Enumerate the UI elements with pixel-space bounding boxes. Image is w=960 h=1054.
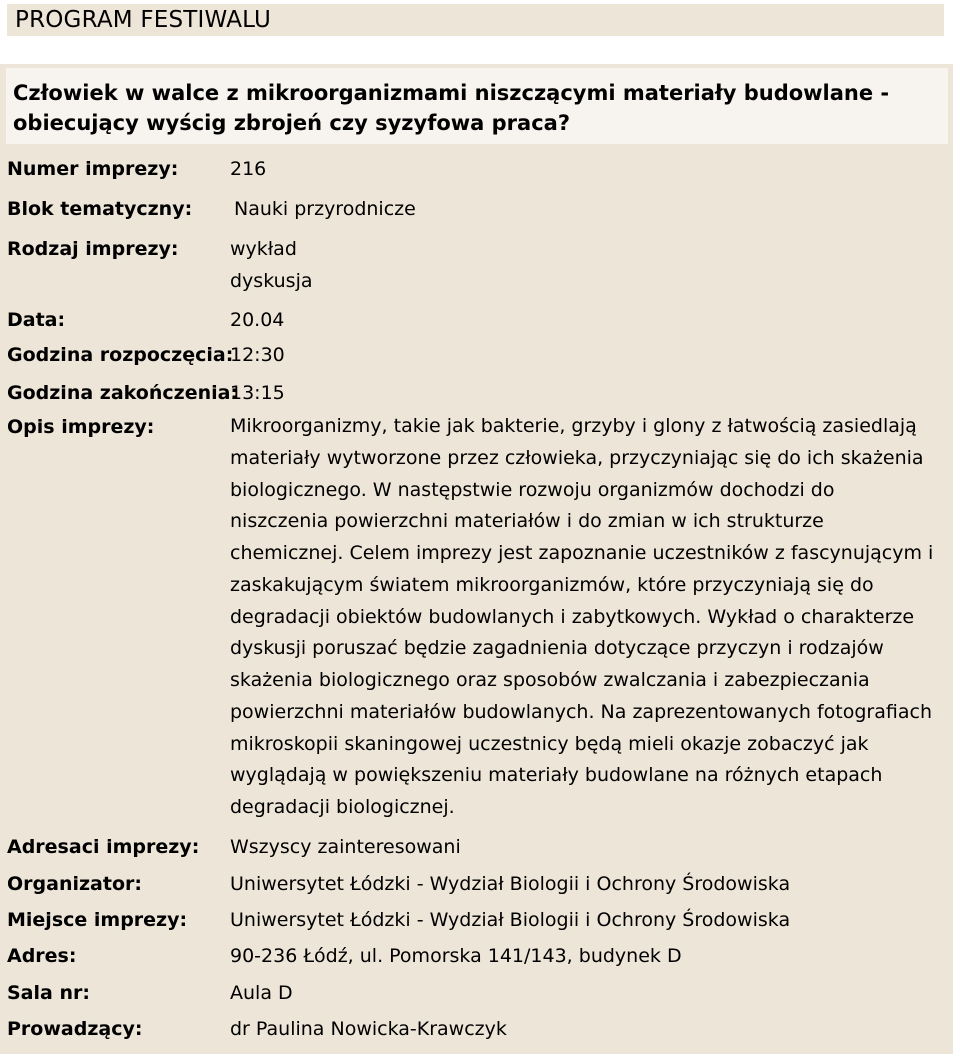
description-line: niszczenia powierzchni materiałów i do zmian w ich strukturze xyxy=(230,510,824,533)
value-adres: 90-236 Łódź, ul. Pomorska 141/143, budynek D xyxy=(230,945,682,967)
label-start: Godzina rozpoczęcia: xyxy=(7,344,234,366)
description-line: dyskusji poruszać będzie zagadnienia dotyczące przyczyn i rodzajów xyxy=(230,637,884,660)
event-panel xyxy=(0,64,953,1054)
value-adresaci: Wszyscy zainteresowani xyxy=(230,836,461,858)
label-adres: Adres: xyxy=(7,945,77,967)
value-rodzaj xyxy=(230,233,950,297)
description-line: powierzchni materiałów budowlanych. Na zaprezentowanych fotografiach xyxy=(230,700,932,723)
label-sala: Sala nr: xyxy=(7,982,90,1004)
value-miejsce: Uniwersytet Łódzki - Wydział Biologii i Ochrony Środowiska xyxy=(230,909,791,931)
rodzaj-item: dyskusja xyxy=(230,270,313,292)
description-line: skażenia biologicznego oraz sposobów zwalczania i zabezpieczania xyxy=(230,669,870,691)
value-numer: 216 xyxy=(230,158,267,180)
description-line: degradacji biologicznej. xyxy=(230,796,455,818)
description xyxy=(230,411,952,824)
header-bar xyxy=(7,4,944,36)
description-line: mikroskopii skaningowej uczestnicy będą mieli okazje zobaczyć jak xyxy=(230,732,869,755)
rodzaj-item: wykład xyxy=(230,238,297,260)
value-organizator: Uniwersytet Łódzki - Wydział Biologii i Ochrony Środowiska xyxy=(230,873,791,895)
label-end: Godzina zakończenia: xyxy=(7,382,239,404)
description-line: Mikroorganizmy, takie jak bakterie, grzyby i glony z łatwością zasiedlają xyxy=(230,415,917,437)
label-prowadzacy: Prowadzący: xyxy=(7,1018,143,1040)
event-title xyxy=(13,78,913,138)
label-rodzaj: Rodzaj imprezy: xyxy=(7,238,179,260)
label-adresaci: Adresaci imprezy: xyxy=(7,836,200,858)
value-prowadzacy: dr Paulina Nowicka-Krawczyk xyxy=(230,1018,507,1040)
label-miejsce: Miejsce imprezy: xyxy=(7,909,188,931)
description-line: degradacji obiektów budowlanych i zabytkowych. Wykład o charakterze xyxy=(230,605,915,628)
description-line: zaskakującym światem mikroorganizmów, które przyczyniają się do xyxy=(230,573,874,596)
label-organizator: Organizator: xyxy=(7,873,142,895)
value-sala: Aula D xyxy=(230,982,293,1004)
label-numer: Numer imprezy: xyxy=(7,158,179,180)
page-title: PROGRAM FESTIWALU xyxy=(15,7,272,33)
label-blok: Blok tematyczny: xyxy=(7,198,193,220)
label-opis: Opis imprezy: xyxy=(7,416,155,438)
description-line: materiały wytworzone przez człowieka, przyczyniając się do ich skażenia xyxy=(230,446,924,469)
label-data: Data: xyxy=(7,309,66,331)
event-title-line: obiecujący wyścig zbrojeń czy syzyfowa praca? xyxy=(13,111,571,135)
event-title-line: Człowiek w walce z mikroorganizmami niszczącymi materiały budowlane - xyxy=(13,81,890,105)
description-line: wyglądają w powiększeniu materiały budowlane na różnych etapach xyxy=(230,764,883,787)
event-title-box xyxy=(6,68,948,144)
description-line: biologicznego. W następstwie rozwoju organizmów dochodzi do xyxy=(230,478,835,501)
value-start: 12:30 xyxy=(230,344,285,366)
value-end: 13:15 xyxy=(230,382,285,404)
value-blok: Nauki przyrodnicze xyxy=(234,198,416,220)
description-line: chemicznej. Celem imprezy jest zapoznanie uczestników z fascynującym i xyxy=(230,542,934,564)
value-data: 20.04 xyxy=(230,309,285,331)
